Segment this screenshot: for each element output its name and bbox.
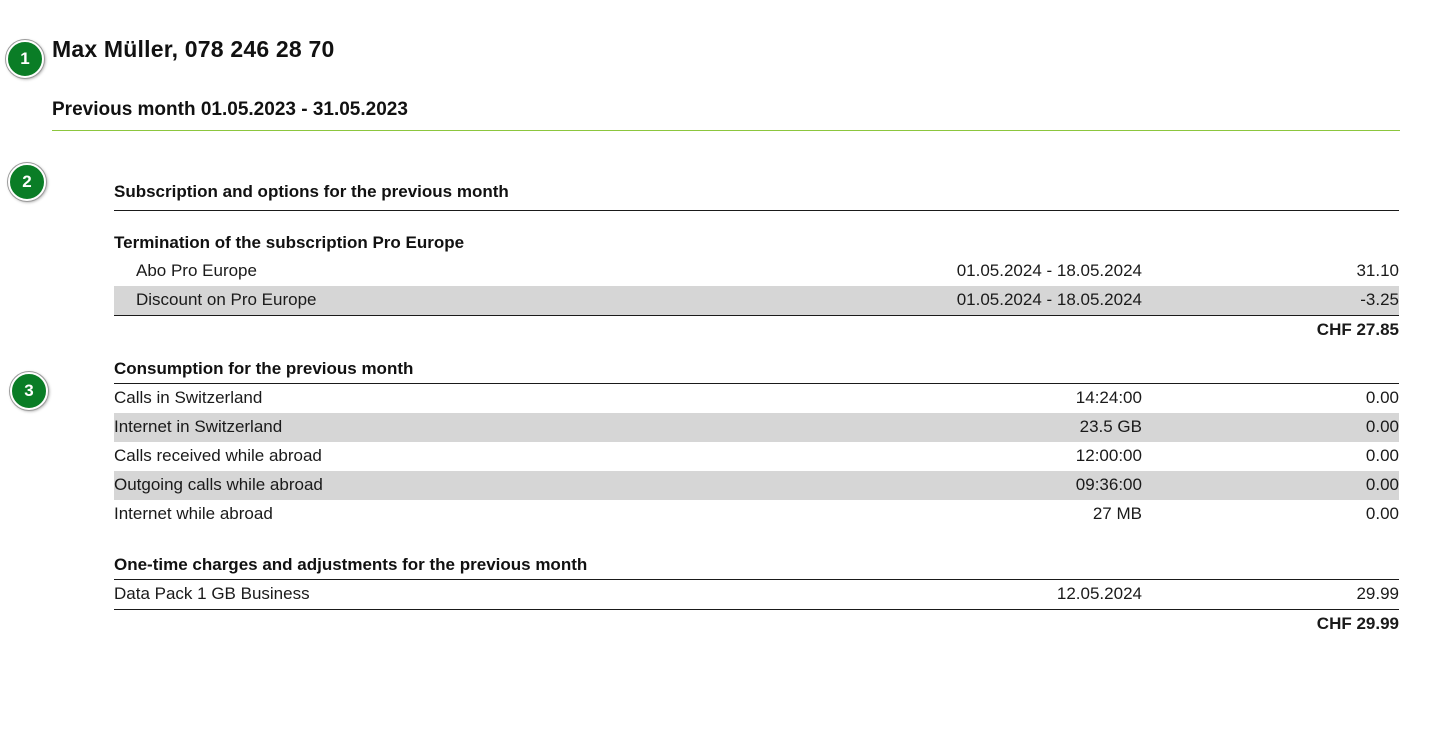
document-body bbox=[114, 182, 1399, 639]
row-value: 0.00 bbox=[1142, 471, 1399, 500]
billing-period: Previous month 01.05.2023 - 31.05.2023 bbox=[52, 99, 1400, 131]
row-value: 0.00 bbox=[1142, 413, 1399, 442]
subscription-sub-title: Termination of the subscription Pro Europe bbox=[114, 233, 465, 252]
subscription-table bbox=[114, 257, 1399, 315]
onetime-section-title: One-time charges and adjustments for the previous month bbox=[114, 555, 588, 574]
callout-marker-2: 2 bbox=[8, 163, 46, 201]
row-middle: 12:00:00 bbox=[1075, 446, 1142, 465]
row-value: 31.10 bbox=[1356, 261, 1399, 280]
row-label: Calls in Switzerland bbox=[114, 388, 263, 407]
table-row bbox=[114, 413, 1399, 442]
table-row bbox=[114, 500, 1399, 529]
consumption-table bbox=[114, 384, 1399, 529]
row-label: Internet in Switzerland bbox=[114, 413, 782, 442]
table-row bbox=[114, 471, 1399, 500]
row-middle: 01.05.2024 - 18.05.2024 bbox=[782, 286, 1142, 315]
row-label: Discount on Pro Europe bbox=[114, 286, 782, 315]
total-spacer bbox=[782, 610, 1142, 639]
row-label: Internet while abroad bbox=[114, 504, 273, 523]
total-row bbox=[114, 316, 1399, 345]
total-label bbox=[114, 316, 782, 345]
row-label: Outgoing calls while abroad bbox=[114, 471, 782, 500]
total-label bbox=[114, 610, 782, 639]
table-row bbox=[114, 580, 1399, 609]
row-middle: 09:36:00 bbox=[782, 471, 1142, 500]
consumption-section-title: Consumption for the previous month bbox=[114, 359, 414, 378]
row-middle: 14:24:00 bbox=[1075, 388, 1142, 407]
callout-marker-1: 1 bbox=[6, 40, 44, 78]
subscription-section bbox=[114, 182, 1399, 345]
table-row bbox=[114, 442, 1399, 471]
row-middle: 12.05.2024 bbox=[1056, 584, 1142, 603]
row-middle: 01.05.2024 - 18.05.2024 bbox=[956, 261, 1142, 280]
onetime-table bbox=[114, 580, 1399, 609]
row-middle: 23.5 GB bbox=[782, 413, 1142, 442]
document-header bbox=[52, 36, 1400, 131]
row-label: Data Pack 1 GB Business bbox=[114, 584, 310, 603]
row-label: Calls received while abroad bbox=[114, 446, 322, 465]
row-value: 0.00 bbox=[1365, 388, 1399, 407]
total-row bbox=[114, 610, 1399, 639]
row-value: 29.99 bbox=[1356, 584, 1399, 603]
total-spacer bbox=[782, 316, 1142, 345]
row-value: -3.25 bbox=[1142, 286, 1399, 315]
table-row bbox=[114, 257, 1399, 286]
consumption-section bbox=[114, 359, 1399, 529]
total-value: CHF 27.85 bbox=[1316, 320, 1399, 339]
total-value: CHF 29.99 bbox=[1316, 614, 1399, 633]
table-row bbox=[114, 384, 1399, 413]
onetime-section bbox=[114, 555, 1399, 639]
onetime-total-table bbox=[114, 610, 1399, 639]
row-value: 0.00 bbox=[1365, 504, 1399, 523]
subscription-section-title: Subscription and options for the previous month bbox=[114, 182, 1399, 211]
customer-name-and-number: Max Müller, 078 246 28 70 bbox=[52, 36, 335, 62]
table-row bbox=[114, 286, 1399, 315]
row-label: Abo Pro Europe bbox=[136, 261, 257, 280]
subscription-total-table bbox=[114, 316, 1399, 345]
row-middle: 27 MB bbox=[1092, 504, 1142, 523]
callout-marker-3: 3 bbox=[10, 372, 48, 410]
row-value: 0.00 bbox=[1365, 446, 1399, 465]
